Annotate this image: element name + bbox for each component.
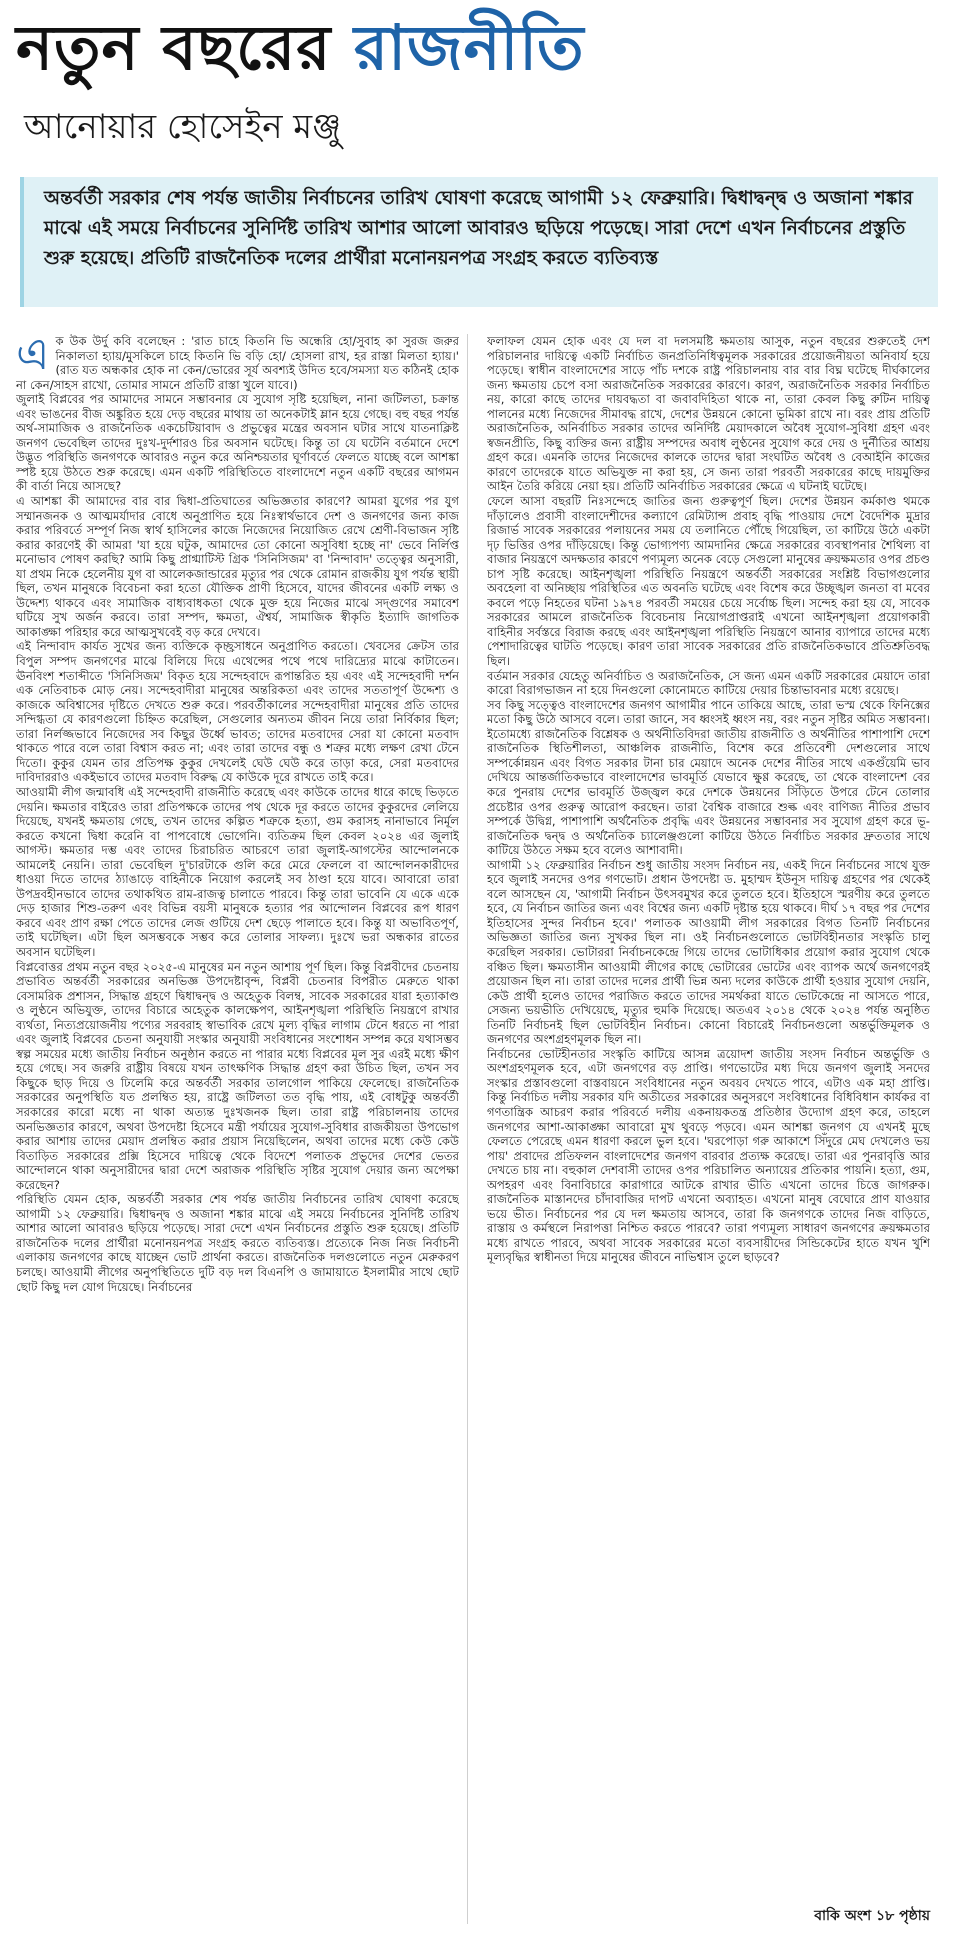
article-column-right — [487, 334, 930, 1909]
paragraph: পরিস্থিতি যেমন হোক, অন্তর্বর্তী সরকার শেষ পর্যন্ত জাতীয় নির্বাচনের তারিখ ঘোষণা করেছে আগামী ১২ ফেব্রুয়ারি। দ্বিধাদ্বন্দ্ব ও অজানা শঙ্কার মাঝে এই সময়ে নির্বাচনের সুনির্দিষ্ট তারিখ আশার আলো আবারও ছড়িয়ে পড়েছে। সারা দেশে এখন নির্বাচনের প্রস্তুতি শুরু হয়েছে। প্রতিটি রাজনৈতিক দলের প্রার্থীরা মনোনয়নপত্র সংগ্রহ করতে ব্যতিব্যস্ত। প্রত্যেকে নিজ নিজ নির্বাচনী এলাকায় জনগণের কাছে যাচ্ছেন ভোট প্রার্থনা করতে। রাজনৈতিক দলগুলোতে নতুন মেরুকরণ চলছে। আওয়ামী লীগের অনুপস্থিতিতে দুটি বড় দল বিএনপি ও জামায়াতে ইসলামীর সাথে ছোট ছোট কিছু দল যোগ দিয়েছে। নির্বাচনের — [16, 1192, 459, 1294]
paragraph: আগামী ১২ ফেব্রুয়ারির নির্বাচন শুধু জাতীয় সংসদ নির্বাচন নয়, একই দিনে নির্বাচনের সাথে যুক্ত হবে জুলাই সনদের ওপর গণভোট। প্রধান উপদেষ্টা ড. মুহাম্মদ ইউনূস দায়িত্ব গ্রহণের পর থেকেই বলে আসছেন যে, 'আগামী নির্বাচন উৎসবমুখর করে তুলতে হবে। ইতিহাসে স্মরণীয় করে তুলতে হবে, যে নির্বাচন জাতির জন্য এবং বিশ্বের জন্য একটি দৃষ্টান্ত হয়ে থাকবে। দীর্ঘ ১৭ বছর পর দেশের ইতিহাসের সুন্দর নির্বাচন হবে।' পলাতক আওয়ামী লীগ সরকারের বিগত তিনটি নির্বাচনের অভিজ্ঞতা জাতির জন্য সুখকর ছিল না। ওই নির্বাচনগুলোতে ভোটবিহীনতার সংস্কৃতি চালু করেছিল সরকার। ভোটাররা নির্বাচনকেন্দ্রে গিয়ে তাদের ভোটাধিকার প্রয়োগ করার সুযোগ থেকে বঞ্চিত ছিল। ক্ষমতাসীন আওয়ামী লীগের কাছে ভোটারের ভোটের এবং ব্যাপক অর্থে জনগণেরই প্রয়োজন ছিল না। তারা তাদের দলের প্রার্থী ভিন্ন অন্য দলের কাউকে প্রার্থী হওয়ার সুযোগ দেয়নি, কেউ প্রার্থী হলেও তাদের পরাজিত করতে তাদের সমর্থকরা যাতে ভোটকেন্দ্রে না আসতে পারে, সেজন্য ভয়ভীতি দেখিয়েছে, মৃত্যুর হুমকি দিয়েছে। অতএব ২০১৪ থেকে ২০২৪ পর্যন্ত অনুষ্ঠিত তিনটি নির্বাচনই ছিল ভোটবিহীন নির্বাচন। কোনো বিচারেই নির্বাচনগুলো অন্তর্ভুক্তিমূলক ও জনগণের অংশগ্রহণমূলক ছিল না। — [487, 857, 930, 1047]
paragraph: ক উক উর্দু কবি বলেছেন : 'রাত চাহে কিতনি ভি অন্ধেরি হো/সুবাহ কা সুরজ জরুর নিকালতা হ্যায়/মুসকিলে চাহে কিতনি ভি বড়ি হো/ হোসলা রাখ, হর রাস্তা মিলতা হ্যায়।' (রাত যত অন্ধকার হোক না কেন/ভোরের সূর্য অবশ্যই উদিত হবে/সমস্যা যত কঠিনই হোক না কেন/সাহস রাখো, তোমার সামনে প্রতিটি রাস্তা খুলে যাবে।) — [16, 334, 459, 392]
paragraph: বর্তমান সরকার যেহেতু অনির্বাচিত ও অরাজনৈতিক, সে জন্য এমন একটি সরকারের মেয়াদে তারা কারো বিরাগভাজন না হয়ে দিনগুলো কোনোমতে কাটিয়ে দেয়ার চিন্তাভাবনার মধ্যে রয়েছে। — [487, 668, 930, 698]
column-divider — [467, 334, 468, 1924]
headline-part-2: রাজনীতি — [353, 11, 585, 84]
article-column-left — [16, 334, 459, 1909]
headline-part-1: নতুন বছরের — [16, 11, 354, 84]
paragraph: এ আশঙ্কা কী আমাদের বার বার দ্বিধা-প্রতিঘাতের অভিজ্ঞতার কারণে? আমরা যুগের পর যুগ সম্মানজনক ও আত্মমর্যাদার বোধে অনুপ্রাণিত হয়ে নিঃস্বার্থভাবে দেশ ও জনগণের জন্য কাজ করার পরিবর্তে সম্পূর্ণ নিজ স্বার্থ হাসিলের কাজে নিজেদের নিয়োজিত রেখে শ্রেণী-বিভাজন সৃষ্টি করার কারণেই কী আমরা 'যা হয়ে ঘটুক, আমাদের তো কোনো অসুবিধা হচ্ছে না' ভেবে নির্লিপ্ত মনোভাব পোষণ করছি? আমি কিছু প্রাগ্মাটিস্ট গ্রিক 'সিনিসিজম' বা 'নিন্দাবাদ' তত্ত্বের অনুসারী, যা প্রথম নিকে হেলেনীয় যুগ বা আলেকজান্ডারের মৃত্যুর পর থেকে রোমান রাজকীয় যুগ পর্যন্ত স্থায়ী ছিল, তখন মানুষকে বিবেচনা করা হতো যৌক্তিক প্রাণী হিসেবে, যাদের জীবনের একটি লক্ষ্য ও উদ্দেশ্য থাকবে এবং সামাজিক বাধ্যবাধকতা থেকে মুক্ত হয়ে নিজের মাঝে সদ্গুণের সমাবেশ ঘটিয়ে সুখ অর্জন করবে। তারা সম্পদ, ক্ষমতা, ঐশ্বর্য, সামাজিক স্বীকৃতি ইত্যাদি জাগতিক আকাঙ্ক্ষা পরিহার করে আত্মসুখবেই বড় করে দেখবে। — [16, 494, 459, 639]
paragraph: ফেলে আসা বছরটি নিঃসন্দেহে জাতির জন্য গুরুত্বপূর্ণ ছিল। দেশের উন্নয়ন কর্মকাণ্ড থমকে দাঁড়ালেও প্রবাসী বাংলাদেশীদের কল্যাণে রেমিট্যান্স প্রবাহ বৃদ্ধি পাওয়ায় দেশে বৈদেশিক মুদ্রার রিজার্ভ সাবেক সরকারের পলায়নের সময় যে তলানিতে পৌঁছে গিয়েছিল, তা কাটিয়ে উঠে একটা দৃঢ় ভিত্তির ওপর দাঁড়িয়েছে। কিন্তু ভোগ্যপণ্য আমদানির ক্ষেত্রে সরকারের ব্যবস্থাপনার শৈথিল্য বা বাজার নিয়ন্ত্রণে অদক্ষতার কারণে পণ্যমূল্য অনেক বেড়ে সেগুলো মানুষের ক্রয়ক্ষমতার ওপর প্রচণ্ড চাপ সৃষ্টি করেছে। আইনশৃঙ্খলা পরিস্থিতি নিয়ন্ত্রণে অন্তর্বর্তী সরকারের সংশ্লিষ্ট বিভাগগুলোর অবহেলা বা অনিচ্ছায় পরিস্থিতির এত অবনতি ঘটেছে এবং বিশেষ করে উচ্ছৃঙ্খল জনতা বা মবের কবলে পড়ে নিহতের ঘটনা ১৯৭৪ পরবর্তী সময়ের চেয়ে সর্বোচ্চ ছিল। সন্দেহ করা হয় যে, সাবেক সরকারের আমলে রাজনৈতিক বিবেচনায় নিয়োগপ্রাপ্তরাই এখনো আইনশৃঙ্খলা প্রয়োগকারী বাহিনীর সর্বস্তরে বিরাজ করছে এবং আইনশৃঙ্খলা পরিস্থিতি নিয়ন্ত্রণে আনার ব্যাপারে তাদের মধ্যে পেশাদারিত্বের ঘাটতি পড়েছে। কারণ তারা সাবেক সরকারের প্রতি রাজনৈতিকভাবে প্রতিশ্রুতিবদ্ধ ছিল। — [487, 494, 930, 669]
paragraph: বিপ্লবোত্তর প্রথম নতুন বছর ২০২৫-এ মানুষের মন নতুন আশায় পূর্ণ ছিল। কিন্তু বিপ্লবীদের চেতনায় প্রভাবিত অন্তর্বর্তী সরকারের অনভিজ্ঞ উপদেষ্টাবৃন্দ, বিপ্লবী চেতনার বিপরীত মেরুতে থাকা বেসামরিক প্রশাসন, সিদ্ধান্ত গ্রহণে দ্বিধাদ্বন্দ্ব ও অহেতুক বিলম্ব, সাবেক সরকারের যারা হত্যাকাণ্ড ও লুণ্ঠনে অভিযুক্ত, তাদের বিচারে অহেতুক কালক্ষেপণ, আইনশৃঙ্খলা পরিস্থিতি নিয়ন্ত্রণে রাখার ব্যর্থতা, নিত্যপ্রয়োজনীয় পণ্যের সরবরাহ স্বাভাবিক রেখে মূল্য বৃদ্ধির লাগাম টেনে ধরতে না পারা এবং জুলাই বিপ্লবের চেতনা অনুযায়ী সংস্কার অনুযায়ী সংবিধানের সংশোধন সম্পন্ন করে যথাসম্ভব স্বল্প সময়ের মধ্যে জাতীয় নির্বাচন অনুষ্ঠান করতে না পারার মধ্যে বিপ্লবের মূল সুর এরই মধ্যে ক্ষীণ হয়ে গেছে। সব জরুরি রাষ্ট্রীয় বিষয়ে যখন তাৎক্ষণিক সিদ্ধান্ত গ্রহণ করা উচিত ছিল, তখন সব কিছুকে ছাড় দিয়ে ও ঢিলেমি করে অন্তর্বর্তী সরকার তালগোল পাকিয়ে ফেলেছে। রাজনৈতিক সরকারের অনুপস্থিতি যত প্রলম্বিত হয়, রাষ্ট্রে জটিলতা তত বৃদ্ধি পায়, এই বোধটুকু অন্তর্বর্তী সরকারের কারো মধ্যে না থাকা অত্যন্ত দুঃখজনক ছিল। তারা রাষ্ট্র পরিচালনায় তাদের অনভিজ্ঞতার কারণে, অথবা উপদেষ্টা হিসেবে মন্ত্রী পর্যায়ের সুযোগ-সুবিধার রাজকীয়তা উপভোগ করার আশায় তাদের মেয়াদ প্রলম্বিত করার প্রয়াস নিয়েছিলেন, অথবা তাদের মধ্যে কেউ কেউ বিতাড়িত সরকারের প্রক্সি হিসেবে দায়িত্বে থেকে বিদেশে পলাতক প্রভুদের দেশের ভেতর আন্দোলনে থাকা অনুসারীদের দ্বারা দেশে অরাজক পরিস্থিতি সৃষ্টির সুযোগ দেয়ার জন্য অপেক্ষা করেছেন? — [16, 959, 459, 1192]
paragraph: নির্বাচনের ভোটহীনতার সংস্কৃতি কাটিয়ে আসন্ন ত্রয়োদশ জাতীয় সংসদ নির্বাচন অন্তর্ভুক্তি ও অংশগ্রহণমূলক হবে, এটা জনগণের বড় প্রাপ্তি। গণভোটের মধ্য দিয়ে জনগণ জুলাই সনদের সংস্কার প্রস্তাবগুলো বাস্তবায়নে সংবিধানের নতুন অবয়ব দেখতে পাবে, এটাও এক মহা প্রাপ্তি। কিন্তু নির্বাচিত দলীয় সরকার যদি অতীতের সরকারের অনুসরণে সংবিধানের বিধিবিধান কার্যকর বা গণতান্ত্রিক আচরণ করার পরিবর্তে দলীয় একনায়কতন্ত্র প্রতিষ্ঠার উদ্যোগ গ্রহণ করে, তাহলে জনগণের আশা-আকাঙ্ক্ষা আবারো মুখ থুবড়ে পড়বে। এমন আশঙ্কা জনগণ যে এখনই মুছে ফেলতে পেরেছে এমন ধারণা করলে ভুল হবে। 'ঘরপোড়া গরু আকাশে সিঁদুরে মেঘ দেখলেও ভয় পায়' প্রবাদের প্রতিফলন বাংলাদেশের জনগণ বারবার প্রত্যক্ষ করেছে। তারা এর পুনরাবৃত্তি আর দেখতে চায় না। বহুকাল দেশবাসী তাদের ওপর পরিচালিত অন্যায়ের প্রতিকার পায়নি। হত্যা, গুম, অপহরণ এবং বিনাবিচারে কারাগারে আটকে রাখার ভীতি এখনো তাদের চিত্তে জাগরুক। রাজনৈতিক মাস্তানদের চাঁদাবাজির দাপট এখনো অব্যাহত। এখনো মানুষ বেঘোরে প্রাণ যাওয়ার ভয়ে ভীত। নির্বাচনের পর যে দল ক্ষমতায় আসবে, তারা কি জনগণকে তাদের নিজ বাড়িতে, রাস্তায় ও কর্মস্থলে নিরাপত্তা নিশ্চিত করতে পারবে? তারা পণ্যমূল্য সাধারণ জনগণের ক্রয়ক্ষমতার মধ্যে রাখতে পারবে, অথবা সাবেক সরকারের মতো ব্যবসায়ীদের সিন্ডিকেটের হাতে যখন খুশি মূল্যবৃদ্ধির স্বাধীনতা দিয়ে মানুষের জীবনে নাভিশ্বাস তুলে ছাড়বে? — [487, 1046, 930, 1265]
paragraph: জুলাই বিপ্লবের পর আমাদের সামনে সম্ভাবনার যে সুযোগ সৃষ্টি হয়েছিল, নানা জটিলতা, চক্রান্ত এবং ভাঙনের বীজ অঙ্কুরিত হয়ে দেড় বছরের মাথায় তা অনেকটাই ম্লান হয়ে গেছে। বহু বছর পর্যন্ত অর্থ-সামাজিক ও রাজনৈতিক একচেটিয়াবাদ ও প্রভুত্বের মন্ত্রের অবসান ঘটার সাথে যাতনাক্লিষ্ট জনগণ ভেবেছিল তাদের দুঃখ-দুর্দশারও চির অবসান ঘটেছে। কিন্তু তা যে ঘটেনি বর্তমানে দেশে উদ্ভূত পরিস্থিতি জনগণকে আবারও নতুন করে অনিশ্চয়তার ঘূর্ণাবর্তে ফেলতে যাচ্ছে বলে আশঙ্কা স্পষ্ট হয়ে উঠতে শুরু করেছে। এমন একটি পরিস্থিতিতে বাংলাদেশে নতুন একটি বছরের আগমন কী বার্তা নিয়ে আসছে? — [16, 392, 459, 494]
paragraph: আওয়ামী লীগ জন্মাবধি এই সন্দেহবাদী রাজনীতি করেছে এবং কাউকে তাদের ধারে কাছে ভিড়তে দেয়নি। ক্ষমতার বাইরেও তারা প্রতিপক্ষকে তাদের পথ থেকে দূর করতে তাদের কুকুরদের লেলিয়ে দিয়েছে, যখনই ক্ষমতায় গেছে, তখন তাদের কল্পিত শত্রুকে হত্যা, গুম করাসহ নানাভাবে নির্মূল করতে কখনো দ্বিধা করেনি বা পাপবোধে ভোগেনি। ব্যতিক্রম ছিল কেবল ২০২৪ এর জুলাই আগস্ট। ক্ষমতার দম্ভ এবং তাদের চিরাচরিত আচরণে তারা জুলাই-আগস্টের আন্দোলনকে আমলেই নেয়নি। তারা ভেবেছিল দু'চারটাকে গুলি করে মেরে ফেললে বা আন্দোলনকারীদের ধাওয়া দিতে তাদের ঠ্যাঙাড়ে বাহিনীকে নিয়োগ করলেই সব ঠাণ্ডা হয়ে যাবে। আবারো তারা উপদ্রবহীনভাবে তাদের তথাকথিত রাম-রাজত্ব চালাতে পারবে। কিন্তু তারা ভাবেনি যে একে একে দেড় হাজার শিশু-তরুণ এবং বিভিন্ন বয়সী মানুষকে হত্যার পর আন্দোলন বিপ্লবের রূপ ধারণ করবে এবং প্রাণ রক্ষা পেতে তাদের লেজ গুটিয়ে দেশ ছেড়ে পালাতে হবে। কিন্তু যা অভাবিতপূর্ণ, তাই ঘটেছিল। এটা ছিল অসম্ভবকে সম্ভব করে তোলার সাফল্য। দুঃখে ভরা অন্ধকার রাতের অবসান ঘটেছিল। — [16, 784, 459, 959]
pull-quote: অন্তর্বর্তী সরকার শেষ পর্যন্ত জাতীয় নির্বাচনের তারিখ ঘোষণা করেছে আগামী ১২ ফেব্রুয়ারি। দ্বিধাদ্বন্দ্ব ও অজানা শঙ্কার মাঝে এই সময়ে নির্বাচনের সুনির্দিষ্ট তারিখ আশার আলো আবারও ছড়িয়ে পড়েছে। সারা দেশে এখন নির্বাচনের প্রস্তুতি শুরু হয়েছে। প্রতিটি রাজনৈতিক দলের প্রার্থীরা মনোনয়নপত্র সংগ্রহ করতে ব্যতিব্যস্ত — [20, 177, 938, 307]
paragraph: ফলাফল যেমন হোক এবং যে দল বা দলসমষ্টি ক্ষমতায় আসুক, নতুন বছরের শুরুতেই দেশ পরিচালনার দায়িত্বে একটি নির্বাচিত জনপ্রতিনিধিত্বমূলক সরকারের প্রয়োজনীয়তা অনিবার্য হয়ে পড়েছে। স্বাধীন বাংলাদেশের সাড়ে পাঁচ দশকে রাষ্ট্র পরিচালনায় বার বার বিঘ্ন ঘটেছে দীর্ঘকালের জন্য ক্ষমতায় চেপে বসা অরাজনৈতিক সরকারের কারণে। কারণ, অরাজনৈতিক সরকার নির্বাচিত নয়, কারো কাছে তাদের দায়বদ্ধতা বা জবাবদিহিতা থাকে না, তারা কেবল কিছু রুটিন দায়িত্ব পালনের মধ্যে নিজেদের সীমাবদ্ধ রাখে, দেশের উন্নয়নে কোনো ভূমিকা রাখে না। বরং প্রায় প্রতিটি অরাজনৈতিক, অনির্বাচিত সরকার তাদের অনির্দিষ্ট মেয়াদকালে অবৈধ সুযোগ-সুবিধা গ্রহণ এবং স্বজনপ্রীতি, কিছু ব্যক্তির জন্য রাষ্ট্রীয় সম্পদের অবাধ লুণ্ঠনের সুযোগ করে দেয় ও দুর্নীতির আশ্রয় গ্রহণ করে। এমনকি তাদের নিজেদের কালকে তাদের দ্বারা সংঘটিত অবৈধ ও বেআইনি কাজের কারণে তাদেরকে যাতে অভিযুক্ত না করা হয়, সে জন্য তারা পরবর্তী সরকারের কাছে দায়মুক্তির আইন তৈরি করিয়ে নেয়া হয়। প্রতিটি অনির্বাচিত সরকারের ক্ষেত্রে এ ঘটনাই ঘটেছে। — [487, 334, 930, 494]
drop-cap: এ — [16, 334, 50, 380]
paragraph: এই নিন্দাবাদ কার্যত সুখের জন্য ব্যক্তিকে কৃচ্ছ্রসাধনে অনুপ্রাণিত করতো। খেবসের ক্রেটস তার বিপুল সম্পদ জনগণের মাঝে বিলিয়ে দিয়ে এথেন্সের পথে পথে দারিদ্র্যের মাঝে কাটাতেন। ঊনবিংশ শতাব্দীতে 'সিনিসিজম' বিকৃত হয়ে সন্দেহবাদে রূপান্তরিত হয় এবং এই সন্দেহবাদী দর্শন এক নেতিবাচক মোড় নেয়। সন্দেহবাদীরা মানুষের অন্তরিকতা এবং তাদের সততাপূর্ণ উদ্দেশ্য ও কাজকে অবিশ্বাসের দৃষ্টিতে দেখতে শুরু করে। পরবর্তীকালের সন্দেহবাদীরা মানুষের প্রতি তাদের সন্দিগ্ধতা যে কারণগুলো চিহ্নিত করেছিল, সেগুলোর অন্যতম জীবন নিয়ে তারা নির্বিকার ছিল; তারা নির্লজ্জভাবে নিজেদের সব কিছুর উর্ধ্বে ভাবত; তাদের মতবাদের সেরা যা কোনো মতবাদ থাকতে পারে বলে তারা বিশ্বাস করত না; এবং তারা তাদের বন্ধু ও শত্রুর মধ্যে লক্ষণ রেখা টেনে দিতো। কুকুর যেমন তার প্রতিপক্ষ কুকুর দেখলেই ঘেউ ঘেউ করে তাড়া করে, সেরা মতবাদের দাবিদাররাও একইভাবে তাদের মতবাদ বিরুদ্ধ যে কাউকে দূরে রাখতে তাই করে। — [16, 639, 459, 785]
paragraph: সব কিছু সত্ত্বেও বাংলাদেশের জনগণ আগামীর পানে তাকিয়ে আছে, তারা ভস্ম থেকে ফিনিক্সের মতো কিছু উঠে আসবে বলে। তারা জানে, সব ধ্বংসই ধ্বংস নয়, বরং নতুন সৃষ্টির অমিত সম্ভাবনা। ইতোমধ্যে রাজনৈতিক বিশ্লেষক ও অর্থনীতিবিদরা জাতীয় রাজনীতি ও অর্থনীতির পাশাপাশি দেশে রাজনৈতিক স্থিতিশীলতা, আঞ্চলিক রাজনীতি, বিশেষ করে প্রতিবেশী দেশগুলোর সাথে সম্পর্কোন্নয়ন এবং বিগত সরকার টানা চার মেয়াদে অনেক দেশের নীতির সাথে একগুঁয়েমি ভাব দেখিয়ে আন্তর্জাতিকভাবে বাংলাদেশের ভাবমূর্তি যেভাবে ক্ষুণ্ণ করেছে, তা থেকে বাংলাদেশ বের করে পুনরায় দেশের ভাবমূর্তি উজ্জ্বল করে দেশকে উন্নয়নের সিঁড়িতে উপরে টেনে তোলার প্রচেষ্টার ওপর গুরুত্ব আরোপ করছেন। তারা বৈশ্বিক বাজারে শুল্ক এবং বাণিজ্য নীতির প্রভাব সম্পর্কে উদ্বিগ্ন, পাশাপাশি অর্থনৈতিক প্রবৃদ্ধি এবং উন্নয়নের সম্ভাবনার সব সুযোগ গ্রহণ করে ভূ-রাজনৈতিক দ্বন্দ্ব ও অর্থনৈতিক চ্যালেঞ্জগুলো কাটিয়ে উঠতে নির্বাচিত সরকার দ্রুততার সাথে কাটিয়ে উঠতে সক্ষম হবে বলেও আশাবাদী। — [487, 697, 930, 858]
continued-on-page-note: বাকি অংশ ১৮ পৃষ্ঠায় — [814, 1908, 930, 1924]
article-headline — [16, 6, 956, 90]
author-byline: আনোয়ার হোসেইন মঞ্জু — [24, 107, 342, 147]
